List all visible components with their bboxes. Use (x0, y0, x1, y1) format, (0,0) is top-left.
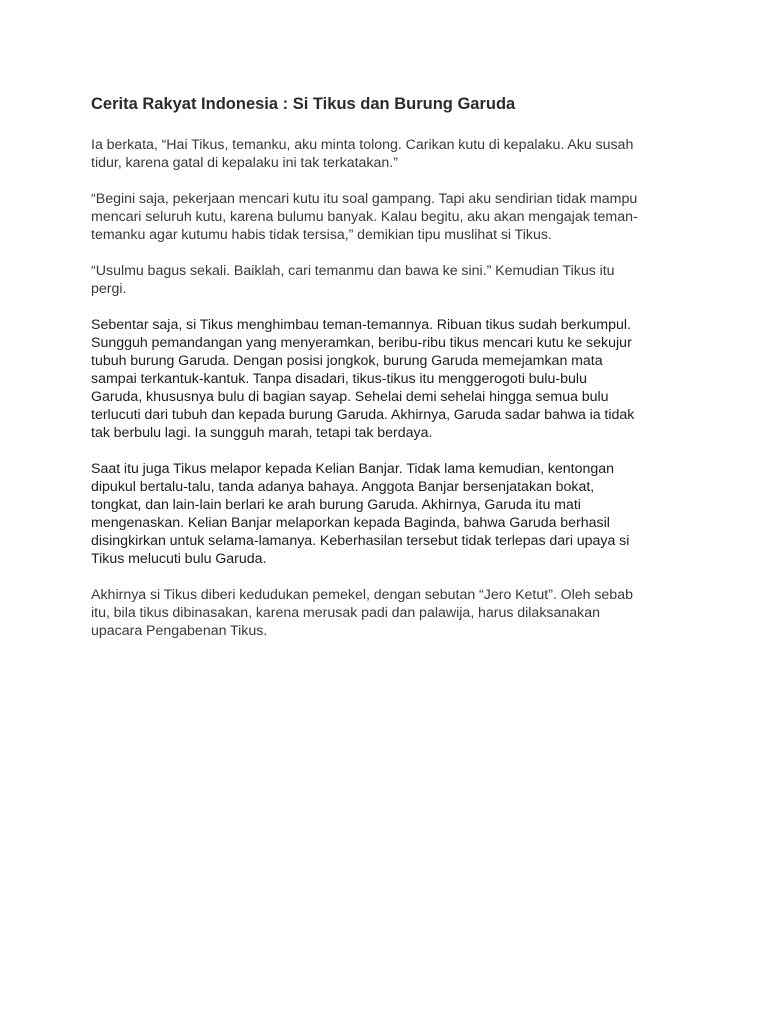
paragraph-3 (91, 262, 681, 298)
paragraph-line: dipukul bertalu-talu, tanda adanya bahaya. Anggota Banjar bersenjatakan bokat, (91, 479, 595, 495)
paragraph-1 (91, 136, 681, 172)
paragraph-6 (91, 586, 681, 640)
paragraph-line: tak berbulu lagi. Ia sungguh marah, tetapi tak berdaya. (91, 425, 433, 441)
paragraph-line: mencari seluruh kutu, karena bulumu banyak. Kalau begitu, aku akan mengajak teman- (91, 209, 638, 225)
paragraph-line: Saat itu juga Tikus melapor kepada Kelian Banjar. Tidak lama kemudian, kentongan (91, 461, 615, 477)
paragraph-line: Akhirnya si Tikus diberi kedudukan pemekel, dengan sebutan “Jero Ketut”. Oleh sebab (91, 587, 633, 603)
document-title: Cerita Rakyat Indonesia : Si Tikus dan Burung Garuda (91, 95, 516, 113)
paragraph-line: “Usulmu bagus sekali. Baiklah, cari temanmu dan bawa ke sini.” Kemudian Tikus itu (91, 263, 615, 279)
paragraph-2 (91, 190, 681, 244)
paragraph-line: mengenaskan. Kelian Banjar melaporkan kepada Baginda, bahwa Garuda berhasil (91, 515, 610, 531)
paragraph-line: Sebentar saja, si Tikus menghimbau teman-temannya. Ribuan tikus sudah berkumpul. (91, 317, 631, 333)
paragraph-line: pergi. (91, 281, 127, 297)
paragraph-line: Sungguh pemandangan yang menyeramkan, beribu-ribu tikus mencari kutu ke sekujur (91, 335, 632, 351)
paragraph-line: Tikus melucuti bulu Garuda. (91, 551, 267, 567)
paragraph-line: temanku agar kutumu habis tidak tersisa,” demikian tipu muslihat si Tikus. (91, 227, 552, 243)
paragraph-line: terlucuti dari tubuh dan kepada burung Garuda. Akhirnya, Garuda sadar bahwa ia tidak (91, 407, 635, 423)
paragraph-line: tidur, karena gatal di kepalaku ini tak terkatakan.” (91, 155, 398, 171)
paragraph-line: itu, bila tikus dibinasakan, karena merusak padi dan palawija, harus dilaksanakan (91, 605, 601, 621)
paragraph-line: tongkat, dan lain-lain berlari ke arah burung Garuda. Akhirnya, Garuda itu mati (91, 497, 581, 513)
paragraph-5 (91, 460, 681, 568)
paragraph-line: upacara Pengabenan Tikus. (91, 623, 268, 639)
document-page (91, 93, 681, 658)
paragraph-line: tubuh burung Garuda. Dengan posisi jongkok, burung Garuda memejamkan mata (91, 353, 603, 369)
paragraph-4 (91, 316, 681, 442)
paragraph-line: Garuda, khususnya bulu di bagian sayap. Sehelai demi sehelai hingga semua bulu (91, 389, 609, 405)
paragraph-line: “Begini saja, pekerjaan mencari kutu itu soal gampang. Tapi aku sendirian tidak mampu (91, 191, 638, 207)
paragraph-line: sampai terkantuk-kantuk. Tanpa disadari, tikus-tikus itu menggerogoti bulu-bulu (91, 371, 587, 387)
paragraph-line: Ia berkata, “Hai Tikus, temanku, aku minta tolong. Carikan kutu di kepalaku. Aku susah (91, 137, 634, 153)
paragraph-line: disingkirkan untuk selama-lamanya. Keberhasilan tersebut tidak terlepas dari upaya si (91, 533, 630, 549)
